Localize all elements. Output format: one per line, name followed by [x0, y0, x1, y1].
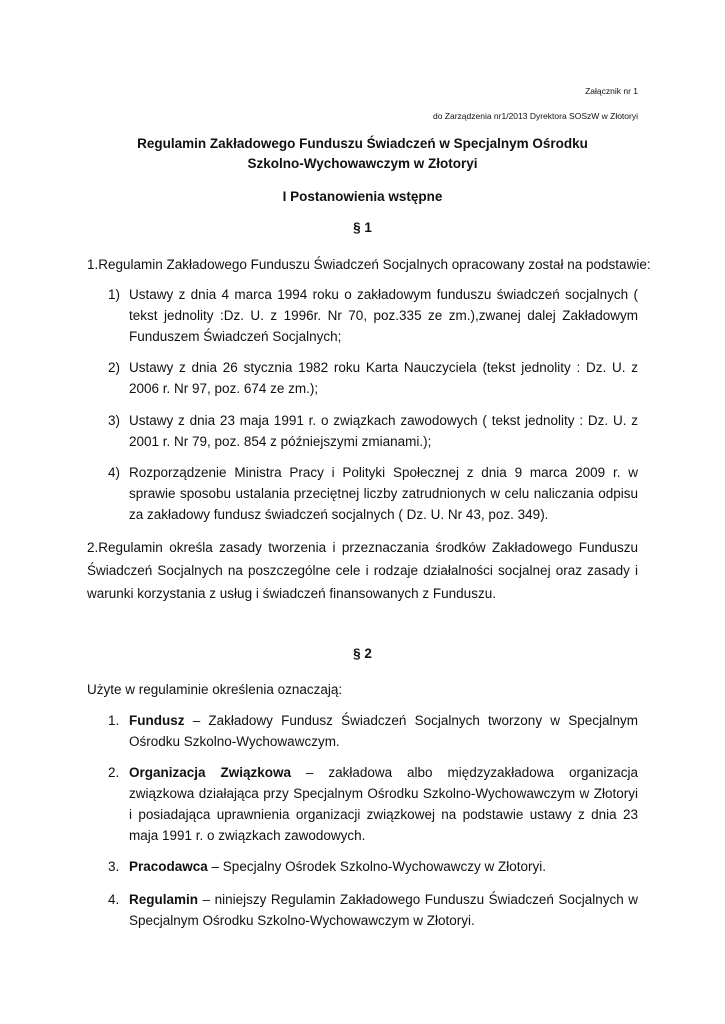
definition-body: – zakładowa albo międzyzakładowa organizacja związkowa działająca przy Specjalnym Ośrodku Szkolno-Wychowawczym w Złotoryi i posiadająca uprawnienia organizacji związkowej na podstawie ustawy z dnia 23 maja 1991 r. o związkach zawodowych. — [129, 765, 638, 843]
definition-text — [129, 710, 638, 752]
section-1-paragraph-2: 2.Regulamin określa zasady tworzenia i przeznaczania środków Zakładowego Funduszu Świadczeń Socjalnych na poszczególne cele i rodzaje działalności socjalnej oraz zasady i warunki korzystania z usług i świadczeń finansowanych z Funduszu. — [87, 540, 638, 601]
definition-body: – Specjalny Ośrodek Szkolno-Wychowawczy w Złotoryi. — [207, 859, 547, 874]
list-item-number: 2. — [108, 765, 120, 780]
list-item-number: 4. — [108, 892, 120, 907]
section-1-intro: 1.Regulamin Zakładowego Funduszu Świadczeń Socjalnych opracowany został na podstawie: — [87, 257, 651, 272]
list-item-number: 4) — [108, 465, 121, 480]
definition-text — [129, 889, 638, 931]
list-item-number: 1) — [108, 287, 121, 302]
definition-text — [129, 762, 638, 846]
definition-term: Regulamin — [129, 892, 199, 907]
definition-text — [129, 856, 638, 877]
section-1-heading: § 1 — [353, 220, 372, 235]
section-2-intro: Użyte w regulaminie określenia oznaczają: — [87, 682, 343, 697]
section-2-heading: § 2 — [353, 646, 372, 661]
list-item-number: 1. — [108, 713, 120, 728]
list-item-text: Ustawy z dnia 23 maja 1991 r. o związkach zawodowych ( tekst jednolity : Dz. U. z 2001 r. Nr 79, poz. 854 z późniejszymi zmianami.); — [129, 413, 638, 449]
list-item-text: Ustawy z dnia 26 stycznia 1982 roku Karta Nauczyciela (tekst jednolity : Dz. U. z 2006 r. Nr 97, poz. 674 ze zm.); — [129, 360, 638, 396]
definition-body: – Zakładowy Fundusz Świadczeń Socjalnych tworzony w Specjalnym Ośrodku Szkolno-Wychowawczym. — [129, 713, 638, 749]
list-item-number: 3) — [108, 413, 121, 428]
definition-term: Fundusz — [129, 713, 185, 728]
list-item-text: Rozporządzenie Ministra Pracy i Polityki Społecznej z dnia 9 marca 2009 r. w sprawie sposobu ustalania przeciętnej liczby zatrudnionych w celu naliczania odpisu za zakładowy fundusz świadczeń socjalnych ( Dz. U. Nr 43, poz. 349). — [129, 465, 638, 522]
list-item-text: Ustawy z dnia 4 marca 1994 roku o zakładowym funduszu świadczeń socjalnych ( tekst jednolity :Dz. U. z 1996r. Nr 70, poz.335 ze zm.),zwanej dalej Zakładowym Funduszem Świadczeń Socjalnych; — [129, 287, 638, 344]
list-item-number: 3. — [108, 859, 120, 874]
chapter-heading: I Postanowienia wstępne — [282, 189, 443, 204]
list-item-number: 2) — [108, 360, 121, 375]
attachment-number: Załącznik nr 1 — [585, 86, 638, 96]
definition-term: Organizacja Związkowa — [129, 765, 291, 780]
definition-term: Pracodawca — [129, 859, 208, 874]
definition-body: – niniejszy Regulamin Zakładowego Funduszu Świadczeń Socjalnych w Specjalnym Ośrodku Szkolno-Wychowawczym w Złotoryi. — [129, 892, 638, 928]
document-title: Regulamin Zakładowego Funduszu Świadczeń w Specjalnym Ośrodku Szkolno-Wychowawczym w Złotoryi — [137, 136, 588, 171]
attachment-reference: do Zarządzenia nr1/2013 Dyrektora SOSzW w Złotoryi — [432, 111, 638, 121]
